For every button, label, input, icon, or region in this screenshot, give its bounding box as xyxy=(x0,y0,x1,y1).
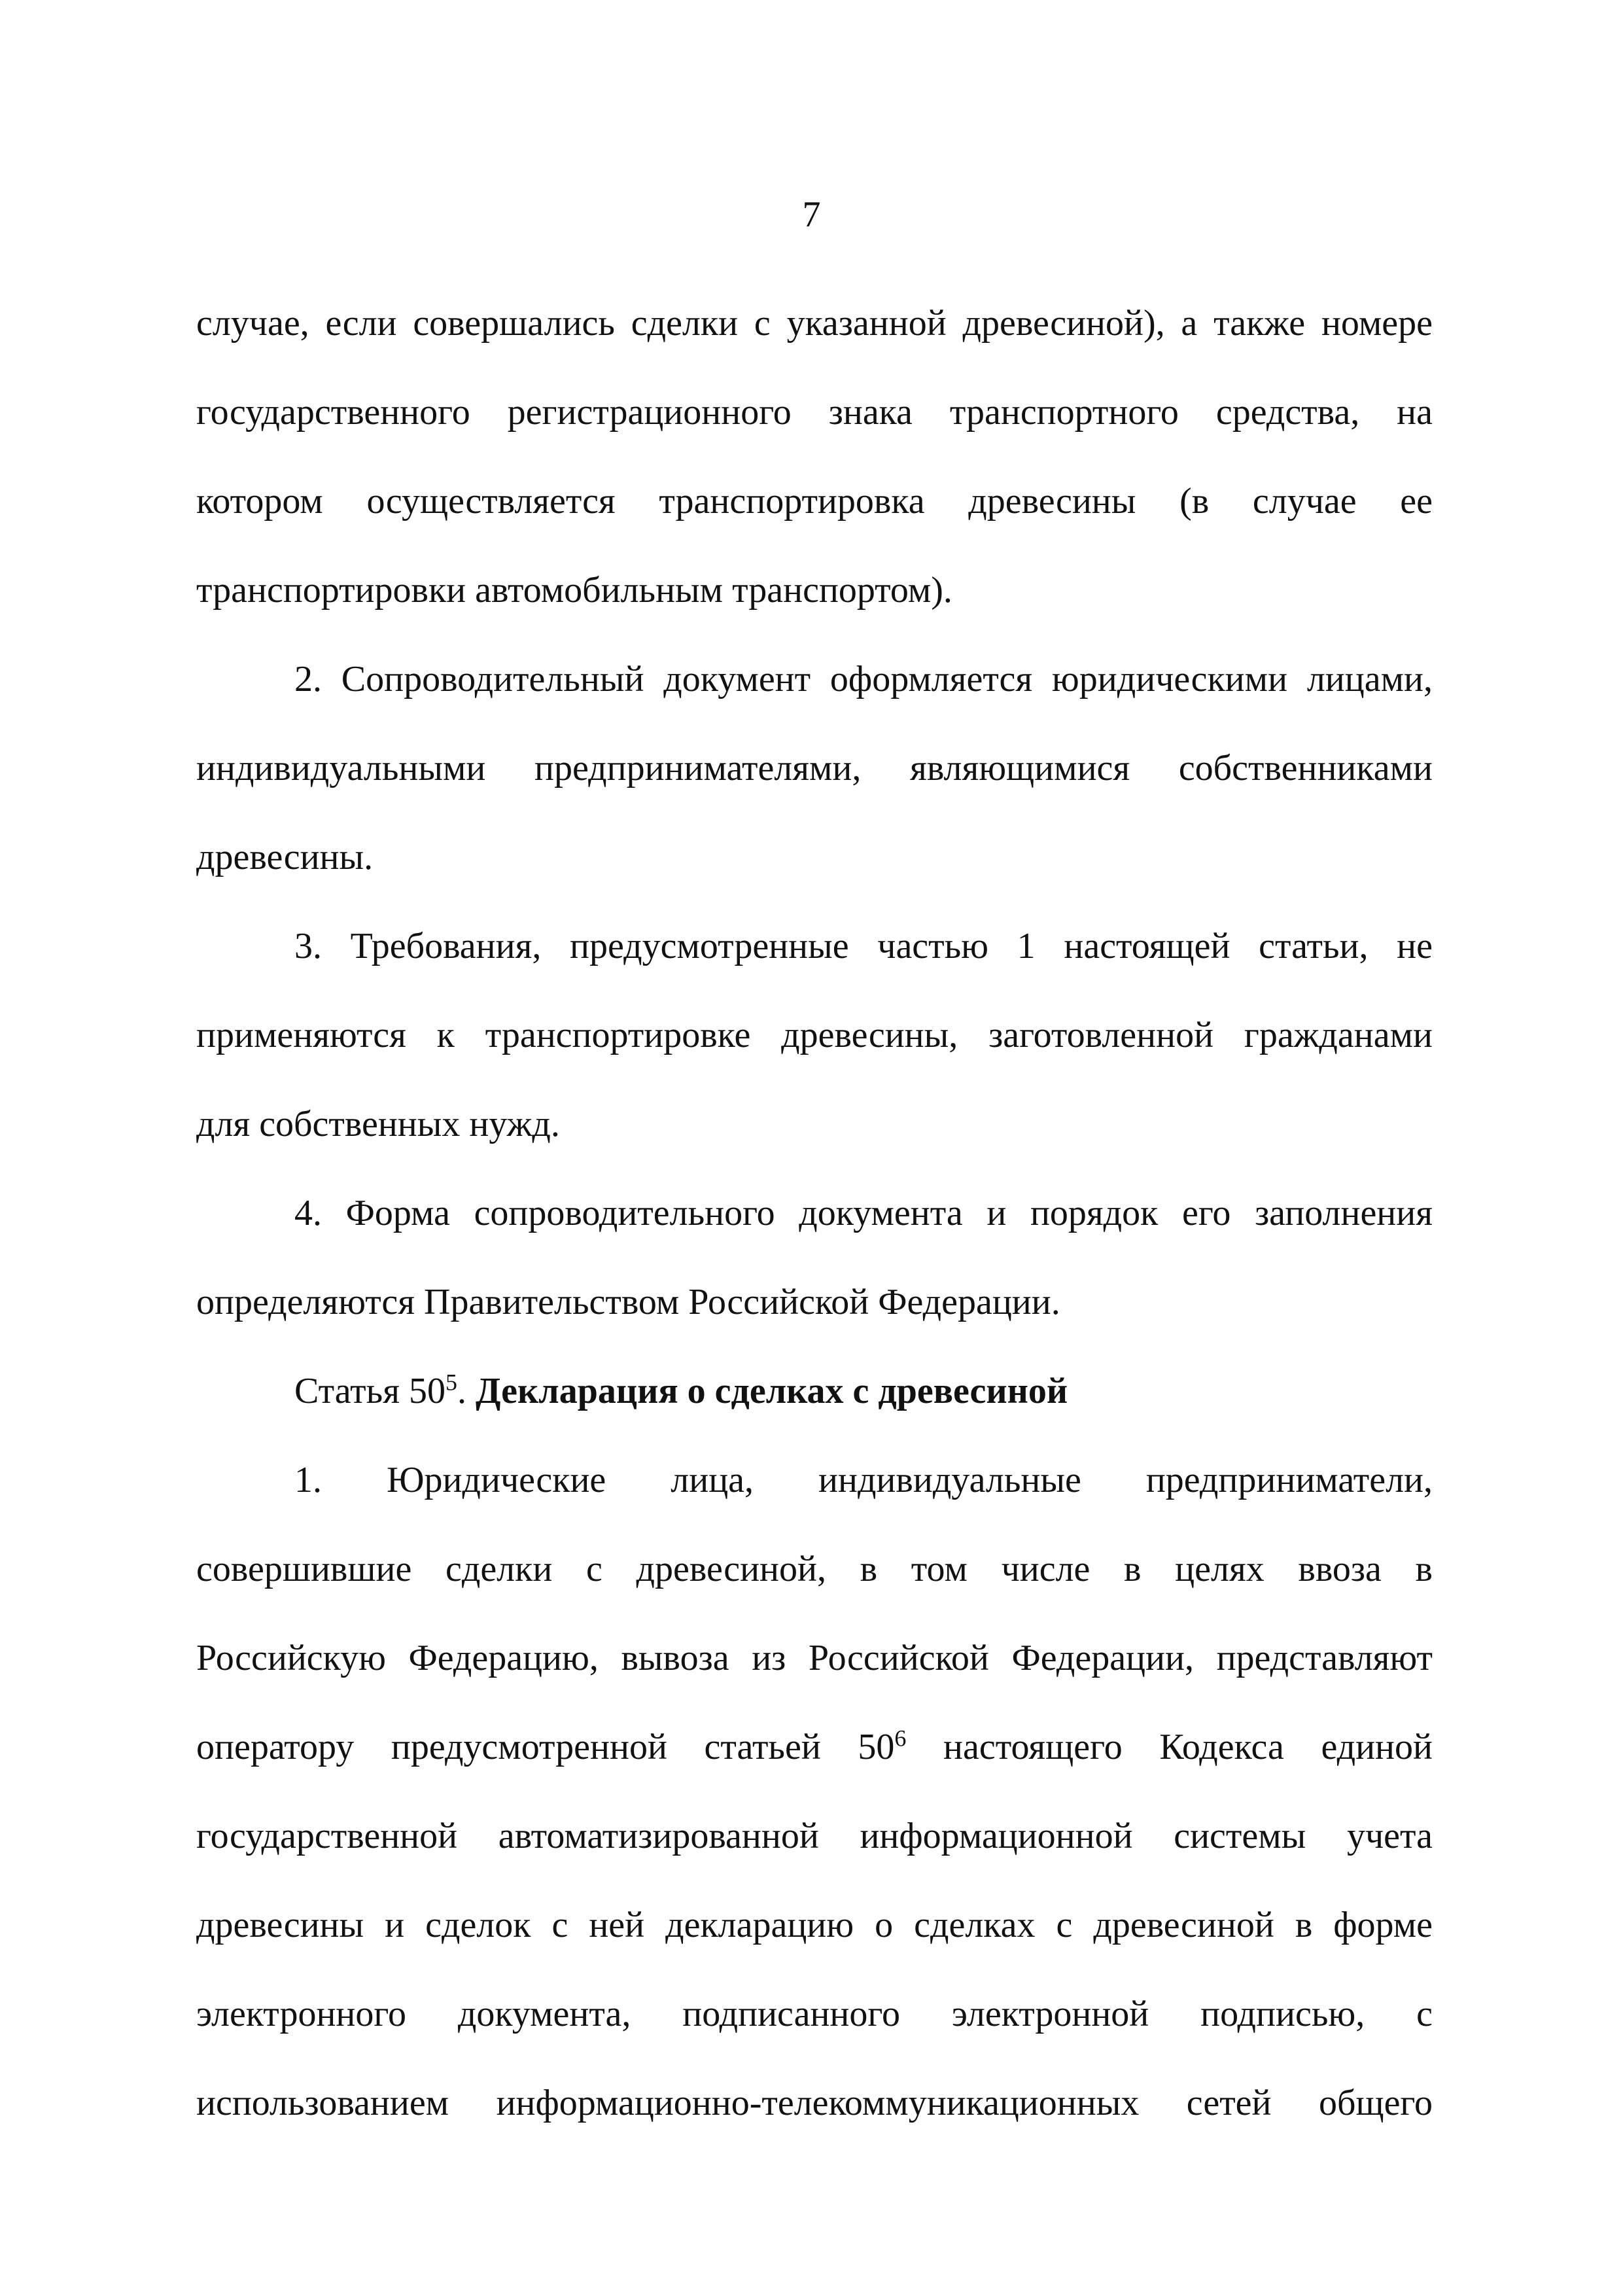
document-body xyxy=(196,289,1433,2158)
text-line: совершившие сделки с древесиной, в том числе в целях ввоза в xyxy=(196,1549,1433,1589)
text-line: индивидуальными предпринимателями, являющимися собственниками xyxy=(196,748,1433,788)
text-line: Российскую Федерацию, вывоза из Российской Федерации, представляют xyxy=(196,1638,1433,1678)
article-heading-title: Декларация о сделках с древесиной xyxy=(475,1371,1068,1411)
article-heading xyxy=(196,1357,1433,1446)
text-line-with-superscript xyxy=(196,1713,1433,1802)
paragraph-4-first-line: 4. Форма сопроводительного документа и порядок его заполнения xyxy=(294,1193,1433,1233)
text-line: определяются Правительством Российской Федерации. xyxy=(196,1282,1060,1322)
text-segment: оператору предусмотренной статьей 50 xyxy=(196,1727,895,1767)
text-line: для собственных нужд. xyxy=(196,1104,560,1144)
paragraph-2-first-line: 2. Сопроводительный документ оформляется юридическими лицами, xyxy=(294,659,1433,699)
article-heading-superscript: 5 xyxy=(445,1369,457,1396)
text-line: государственной автоматизированной информационной системы учета xyxy=(196,1816,1433,1856)
text-line: государственного регистрационного знака транспортного средства, на xyxy=(196,392,1433,433)
text-line: использованием информационно-телекоммуникационных сетей общего xyxy=(196,2083,1433,2123)
text-line: древесины. xyxy=(196,837,374,877)
text-line: применяются к транспортировке древесины, заготовленной гражданами xyxy=(196,1015,1433,1055)
text-line: транспортировки автомобильным транспортом). xyxy=(196,570,952,610)
paragraph-3-first-line: 3. Требования, предусмотренные частью 1 настоящей статьи, не xyxy=(294,926,1433,966)
article-heading-prefix: Статья 50 xyxy=(294,1371,445,1411)
superscript: 6 xyxy=(894,1725,907,1752)
article-heading-separator: . xyxy=(457,1371,476,1411)
text-line: древесины и сделок с ней декларацию о сделках с древесиной в форме xyxy=(196,1905,1433,1945)
text-line: случае, если совершались сделки с указанной древесиной), а также номере xyxy=(196,303,1433,344)
article-paragraph-1-first-line: 1. Юридические лица, индивидуальные предприниматели, xyxy=(294,1460,1433,1500)
text-line: котором осуществляется транспортировка древесины (в случае ее xyxy=(196,481,1433,521)
text-segment: настоящего Кодекса единой xyxy=(906,1727,1433,1767)
page-number: 7 xyxy=(802,194,821,235)
text-line: электронного документа, подписанного электронной подписью, с xyxy=(196,1994,1433,2034)
